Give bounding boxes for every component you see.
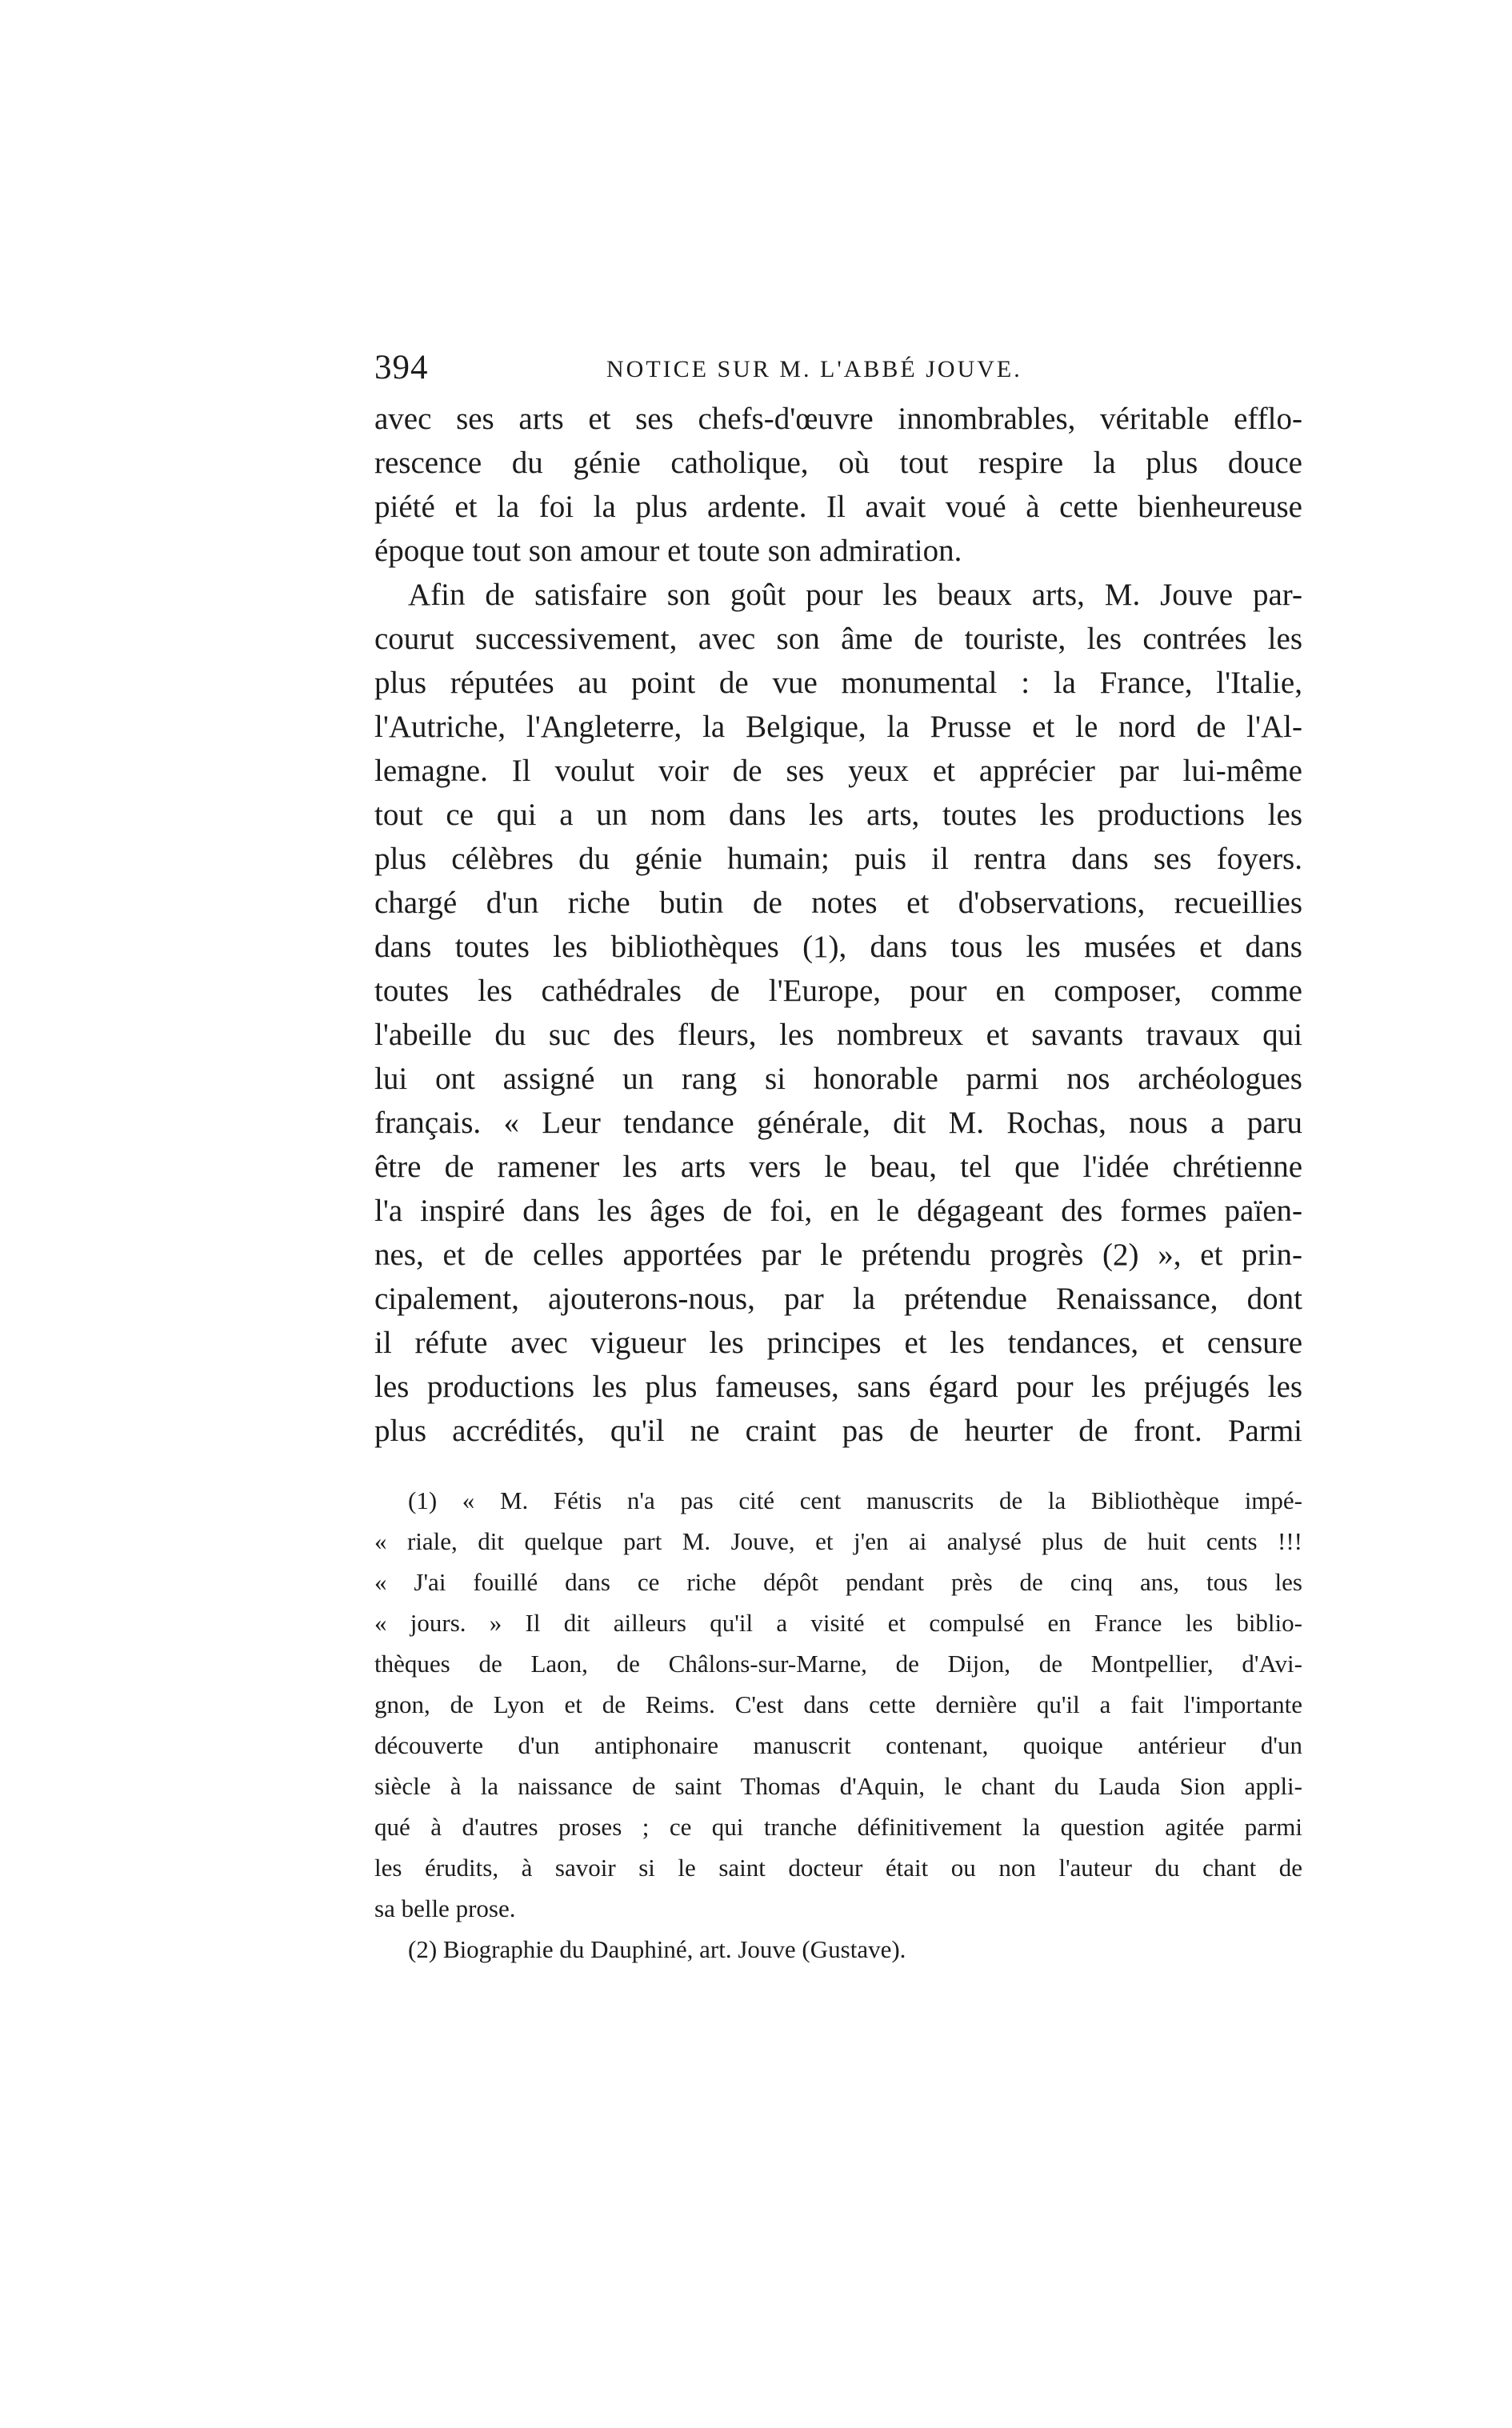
body-line: l'Autriche, l'Angleterre, la Belgique, la Prusse et le nord de l'Al- bbox=[374, 710, 1302, 744]
footnote-line: qué à d'autres proses ; ce qui tranche définitivement la question agitée parmi bbox=[374, 1813, 1302, 1841]
body-line: il réfute avec vigueur les principes et les tendances, et censure bbox=[374, 1326, 1302, 1360]
running-title: NOTICE SUR M. L'ABBÉ JOUVE. bbox=[606, 356, 1022, 382]
body-line: avec ses arts et ses chefs-d'œuvre innombrables, véritable efflo- bbox=[374, 402, 1302, 436]
footnote-2: (2) Biographie du Dauphiné, art. Jouve (Gustave). bbox=[408, 1935, 906, 1963]
footnotes bbox=[374, 1480, 1302, 1970]
footnote-line: gnon, de Lyon et de Reims. C'est dans cette dernière qu'il a fait l'importante bbox=[374, 1690, 1302, 1718]
body-line: cipalement, ajouterons-nous, par la prétendue Renaissance, dont bbox=[374, 1282, 1302, 1316]
body-line: courut successivement, avec son âme de touriste, les contrées les bbox=[374, 622, 1302, 656]
footnote-line: « J'ai fouillé dans ce riche dépôt pendant près de cinq ans, tous les bbox=[374, 1568, 1302, 1596]
body-line: dans toutes les bibliothèques (1), dans tous les musées et dans bbox=[374, 930, 1302, 964]
body-line: français. « Leur tendance générale, dit M. Rochas, nous a paru bbox=[374, 1106, 1302, 1140]
body-line: tout ce qui a un nom dans les arts, toutes les productions les bbox=[374, 798, 1302, 832]
body-line: plus réputées au point de vue monumental : la France, l'Italie, bbox=[374, 666, 1302, 700]
body-line: nes, et de celles apportées par le prétendu progrès (2) », et prin- bbox=[374, 1238, 1302, 1272]
body-line: les productions les plus fameuses, sans égard pour les préjugés les bbox=[374, 1370, 1302, 1404]
body-line: toutes les cathédrales de l'Europe, pour en composer, comme bbox=[374, 974, 1302, 1008]
body-text bbox=[374, 397, 1302, 1453]
body-line: chargé d'un riche butin de notes et d'observations, recueillies bbox=[374, 886, 1302, 920]
body-line: plus célèbres du génie humain; puis il rentra dans ses foyers. bbox=[374, 842, 1302, 876]
footnote-line: découverte d'un antiphonaire manuscrit contenant, quoique antérieur d'un bbox=[374, 1731, 1302, 1759]
body-line: l'abeille du suc des fleurs, les nombreux et savants travaux qui bbox=[374, 1018, 1302, 1052]
body-line: époque tout son amour et toute son admiration. bbox=[374, 534, 962, 568]
body-line: Afin de satisfaire son goût pour les beaux arts, M. Jouve par- bbox=[408, 578, 1302, 612]
footnote-line: « jours. » Il dit ailleurs qu'il a visité et compulsé en France les biblio- bbox=[374, 1609, 1302, 1637]
footnote-line: les érudits, à savoir si le saint docteur était ou non l'auteur du chant de bbox=[374, 1854, 1302, 1882]
body-line: l'a inspiré dans les âges de foi, en le dégageant des formes païen- bbox=[374, 1194, 1302, 1228]
body-line: plus accrédités, qu'il ne craint pas de heurter de front. Parmi bbox=[374, 1414, 1302, 1448]
footnote-line: thèques de Laon, de Châlons-sur-Marne, de Dijon, de Montpellier, d'Avi- bbox=[374, 1650, 1302, 1678]
footnote-line: (1) « M. Fétis n'a pas cité cent manuscrits de la Bibliothèque impé- bbox=[408, 1486, 1302, 1514]
body-line: rescence du génie catholique, où tout respire la plus douce bbox=[374, 446, 1302, 480]
body-line: être de ramener les arts vers le beau, tel que l'idée chrétienne bbox=[374, 1150, 1302, 1184]
footnote-line: siècle à la naissance de saint Thomas d'Aquin, le chant du Lauda Sion appli- bbox=[374, 1772, 1302, 1800]
footnote-line: « riale, dit quelque part M. Jouve, et j'en ai analysé plus de huit cents !!! bbox=[374, 1527, 1302, 1555]
footnote-line: sa belle prose. bbox=[374, 1894, 516, 1922]
body-line: lemagne. Il voulut voir de ses yeux et apprécier par lui-même bbox=[374, 754, 1302, 788]
body-line: lui ont assigné un rang si honorable parmi nos archéologues bbox=[374, 1062, 1302, 1096]
body-line: piété et la foi la plus ardente. Il avait voué à cette bienheureuse bbox=[374, 490, 1302, 524]
page-header bbox=[374, 346, 1302, 394]
page-number: 394 bbox=[374, 349, 429, 386]
